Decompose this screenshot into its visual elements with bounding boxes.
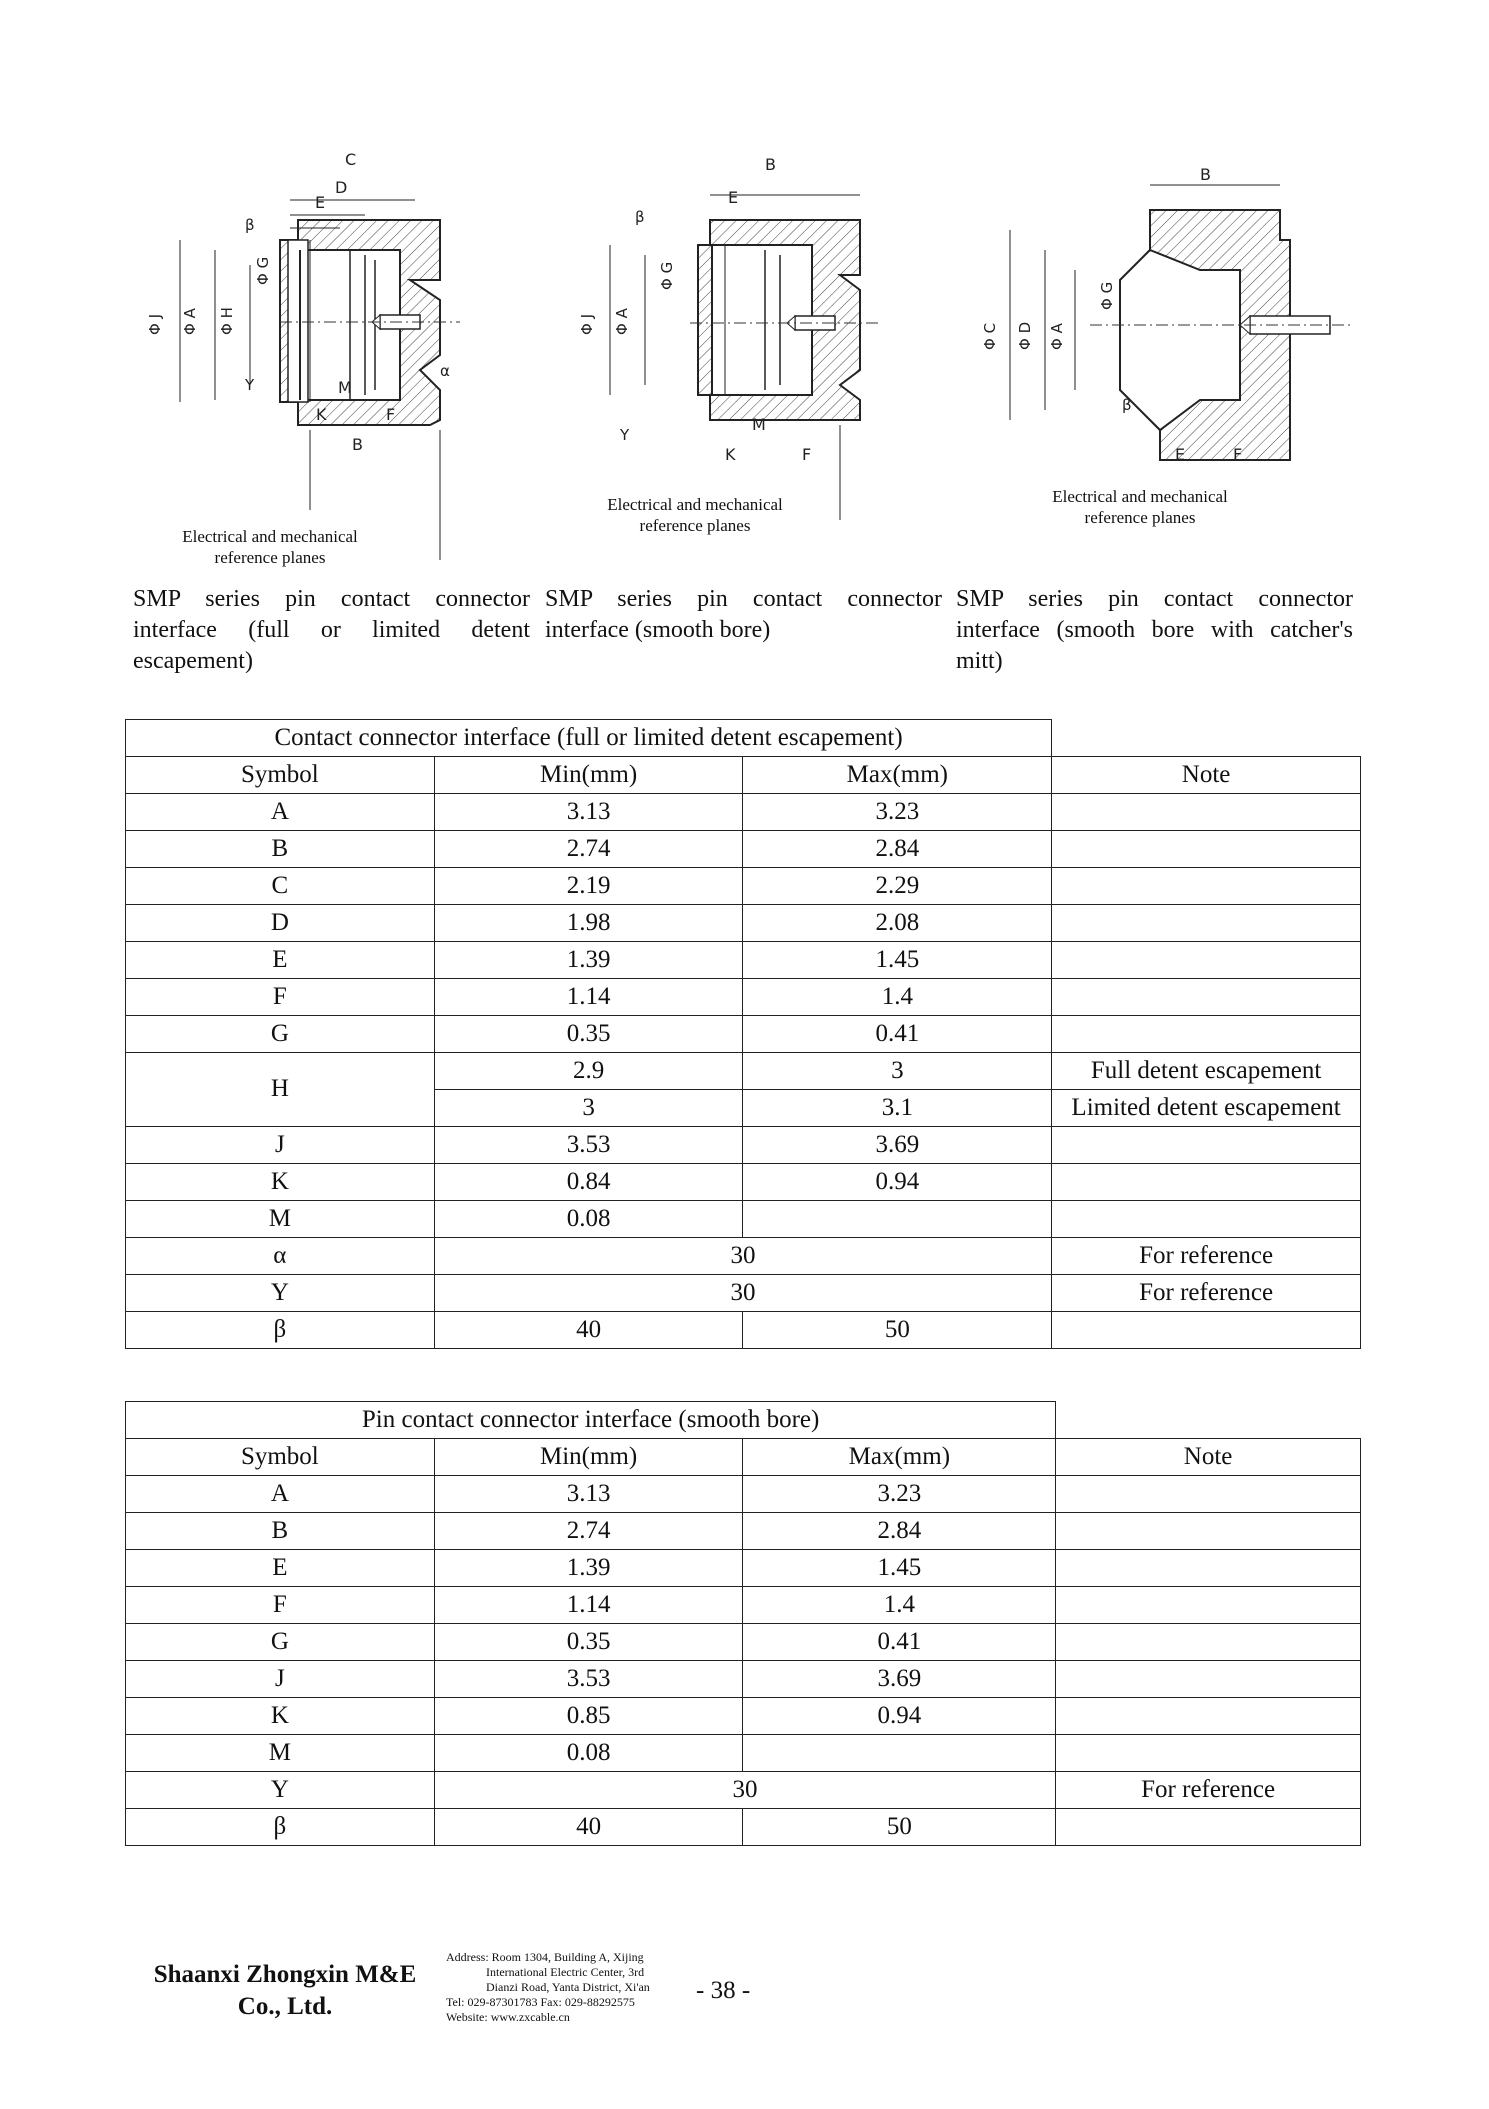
table-row: A 3.13 3.23 [126,1475,1361,1512]
table-title-row [126,720,1361,757]
table-row: J 3.53 3.69 [126,1126,1361,1163]
svg-text:Φ G: Φ G [658,261,676,290]
svg-text:F: F [386,405,396,424]
table-row: J 3.53 3.69 [126,1660,1361,1697]
svg-text:E: E [315,193,326,212]
caption-catchers-mitt: SMP series pin contact connector interface (smooth bore with catcher's mitt) [956,586,1353,674]
table-row: G 0.35 0.41 [126,1623,1361,1660]
table-row: A 3.13 3.23 [126,793,1361,830]
svg-text:B: B [765,155,776,174]
full-detent-drawing [140,140,490,560]
table-row: Y 30 For reference [126,1771,1361,1808]
smooth-bore-drawing [580,150,910,530]
note-limited-detent: Limited detent escapement [1052,1089,1361,1126]
svg-text:F: F [802,445,812,464]
svg-text:E: E [1175,445,1186,464]
svg-text:K: K [725,445,736,464]
note-full-detent: Full detent escapement [1052,1052,1361,1089]
svg-text:Φ D: Φ D [1016,321,1034,350]
svg-text:β: β [635,208,645,226]
table-row: B 2.74 2.84 [126,830,1361,867]
table-row: β 40 50 [126,1311,1361,1348]
svg-text:Φ H: Φ H [218,307,236,335]
table-row: K 0.84 0.94 [126,1163,1361,1200]
svg-text:Y: Y [245,376,255,394]
caption-full-detent: SMP series pin contact connector interface (full or limited detent escapement) [133,586,530,674]
svg-text:α: α [440,362,450,380]
figure-catchers-mitt [981,160,1360,527]
svg-text:M: M [752,415,766,434]
table-row: B 2.74 2.84 [126,1512,1361,1549]
table-row: F 1.14 1.4 [126,978,1361,1015]
dim-c-label: C [345,150,357,169]
svg-text:B: B [1200,165,1211,184]
svg-text:Φ G: Φ G [254,256,272,285]
table-full-detent [125,719,1361,1349]
header-min: Min(mm) [434,1438,743,1475]
figure-2-label: Electrical and mechanical reference planes [607,495,783,535]
svg-text:F: F [1233,445,1243,464]
catchers-mitt-drawing [981,160,1360,480]
table-header-row [126,756,1361,793]
footer-address: Address: Room 1304, Building A, Xijing International Electric Center, 3rd Dianzi Road, Yanta District, Xi'an Tel: 029-87301783 Fax: 029-88292575 Website: www.zxcable.cn [446,1950,650,2024]
table-row: H 2.9 3 Full detent escapement [126,1052,1361,1089]
table-row: F 1.14 1.4 [126,1586,1361,1623]
table-title: Contact connector interface (full or limited detent escapement) [126,720,1052,757]
table-row: G 0.35 0.41 [126,1015,1361,1052]
table-row: K 0.85 0.94 [126,1697,1361,1734]
table-header-row [126,1438,1361,1475]
svg-text:Φ G: Φ G [1098,281,1116,310]
table-row: α 30 For reference [126,1237,1361,1274]
figure-1-label: Electrical and mechanical reference planes [182,527,358,567]
svg-text:Φ A: Φ A [181,308,199,335]
svg-text:β: β [245,216,255,234]
table-row: Y 30 For reference [126,1274,1361,1311]
header-max: Max(mm) [743,1438,1056,1475]
table-smooth-bore [125,1401,1361,1846]
svg-text:M: M [338,378,352,397]
figure-3-label: Electrical and mechanical reference planes [1052,487,1228,527]
svg-text:Φ J: Φ J [578,314,596,335]
header-symbol: Symbol [126,1438,435,1475]
figure-smooth-bore [578,150,910,535]
table-row: 3 3.1 Limited detent escapement [126,1089,1361,1126]
table-row: E 1.39 1.45 [126,941,1361,978]
header-note: Note [1056,1438,1361,1475]
table-row: β 40 50 [126,1808,1361,1845]
table-row: E 1.39 1.45 [126,1549,1361,1586]
svg-text:K: K [316,405,327,424]
figure-full-detent [140,140,490,567]
page-number: - 38 - [696,1977,751,2004]
table-row: D 1.98 2.08 [126,904,1361,941]
table-row: M 0.08 [126,1200,1361,1237]
svg-text:B: B [352,435,363,454]
caption-smooth-bore: SMP series pin contact connector interface (smooth bore) [545,586,942,643]
footer-company: Shaanxi Zhongxin M&E Co., Ltd. [153,1961,417,2020]
svg-text:Φ C: Φ C [981,322,999,350]
svg-text:D: D [335,178,348,197]
svg-text:β: β [1122,396,1132,414]
header-note: Note [1052,756,1361,793]
table-row: C 2.19 2.29 [126,867,1361,904]
table-title: Pin contact connector interface (smooth bore) [126,1402,1056,1439]
svg-text:Y: Y [620,426,630,444]
header-min: Min(mm) [434,756,743,793]
table-title-row [126,1402,1361,1439]
svg-text:E: E [728,188,739,207]
header-max: Max(mm) [743,756,1052,793]
svg-text:Φ A: Φ A [613,308,631,335]
svg-text:Φ A: Φ A [1048,323,1066,350]
table-row: M 0.08 [126,1734,1361,1771]
header-symbol: Symbol [126,756,435,793]
svg-text:Φ J: Φ J [146,314,164,335]
